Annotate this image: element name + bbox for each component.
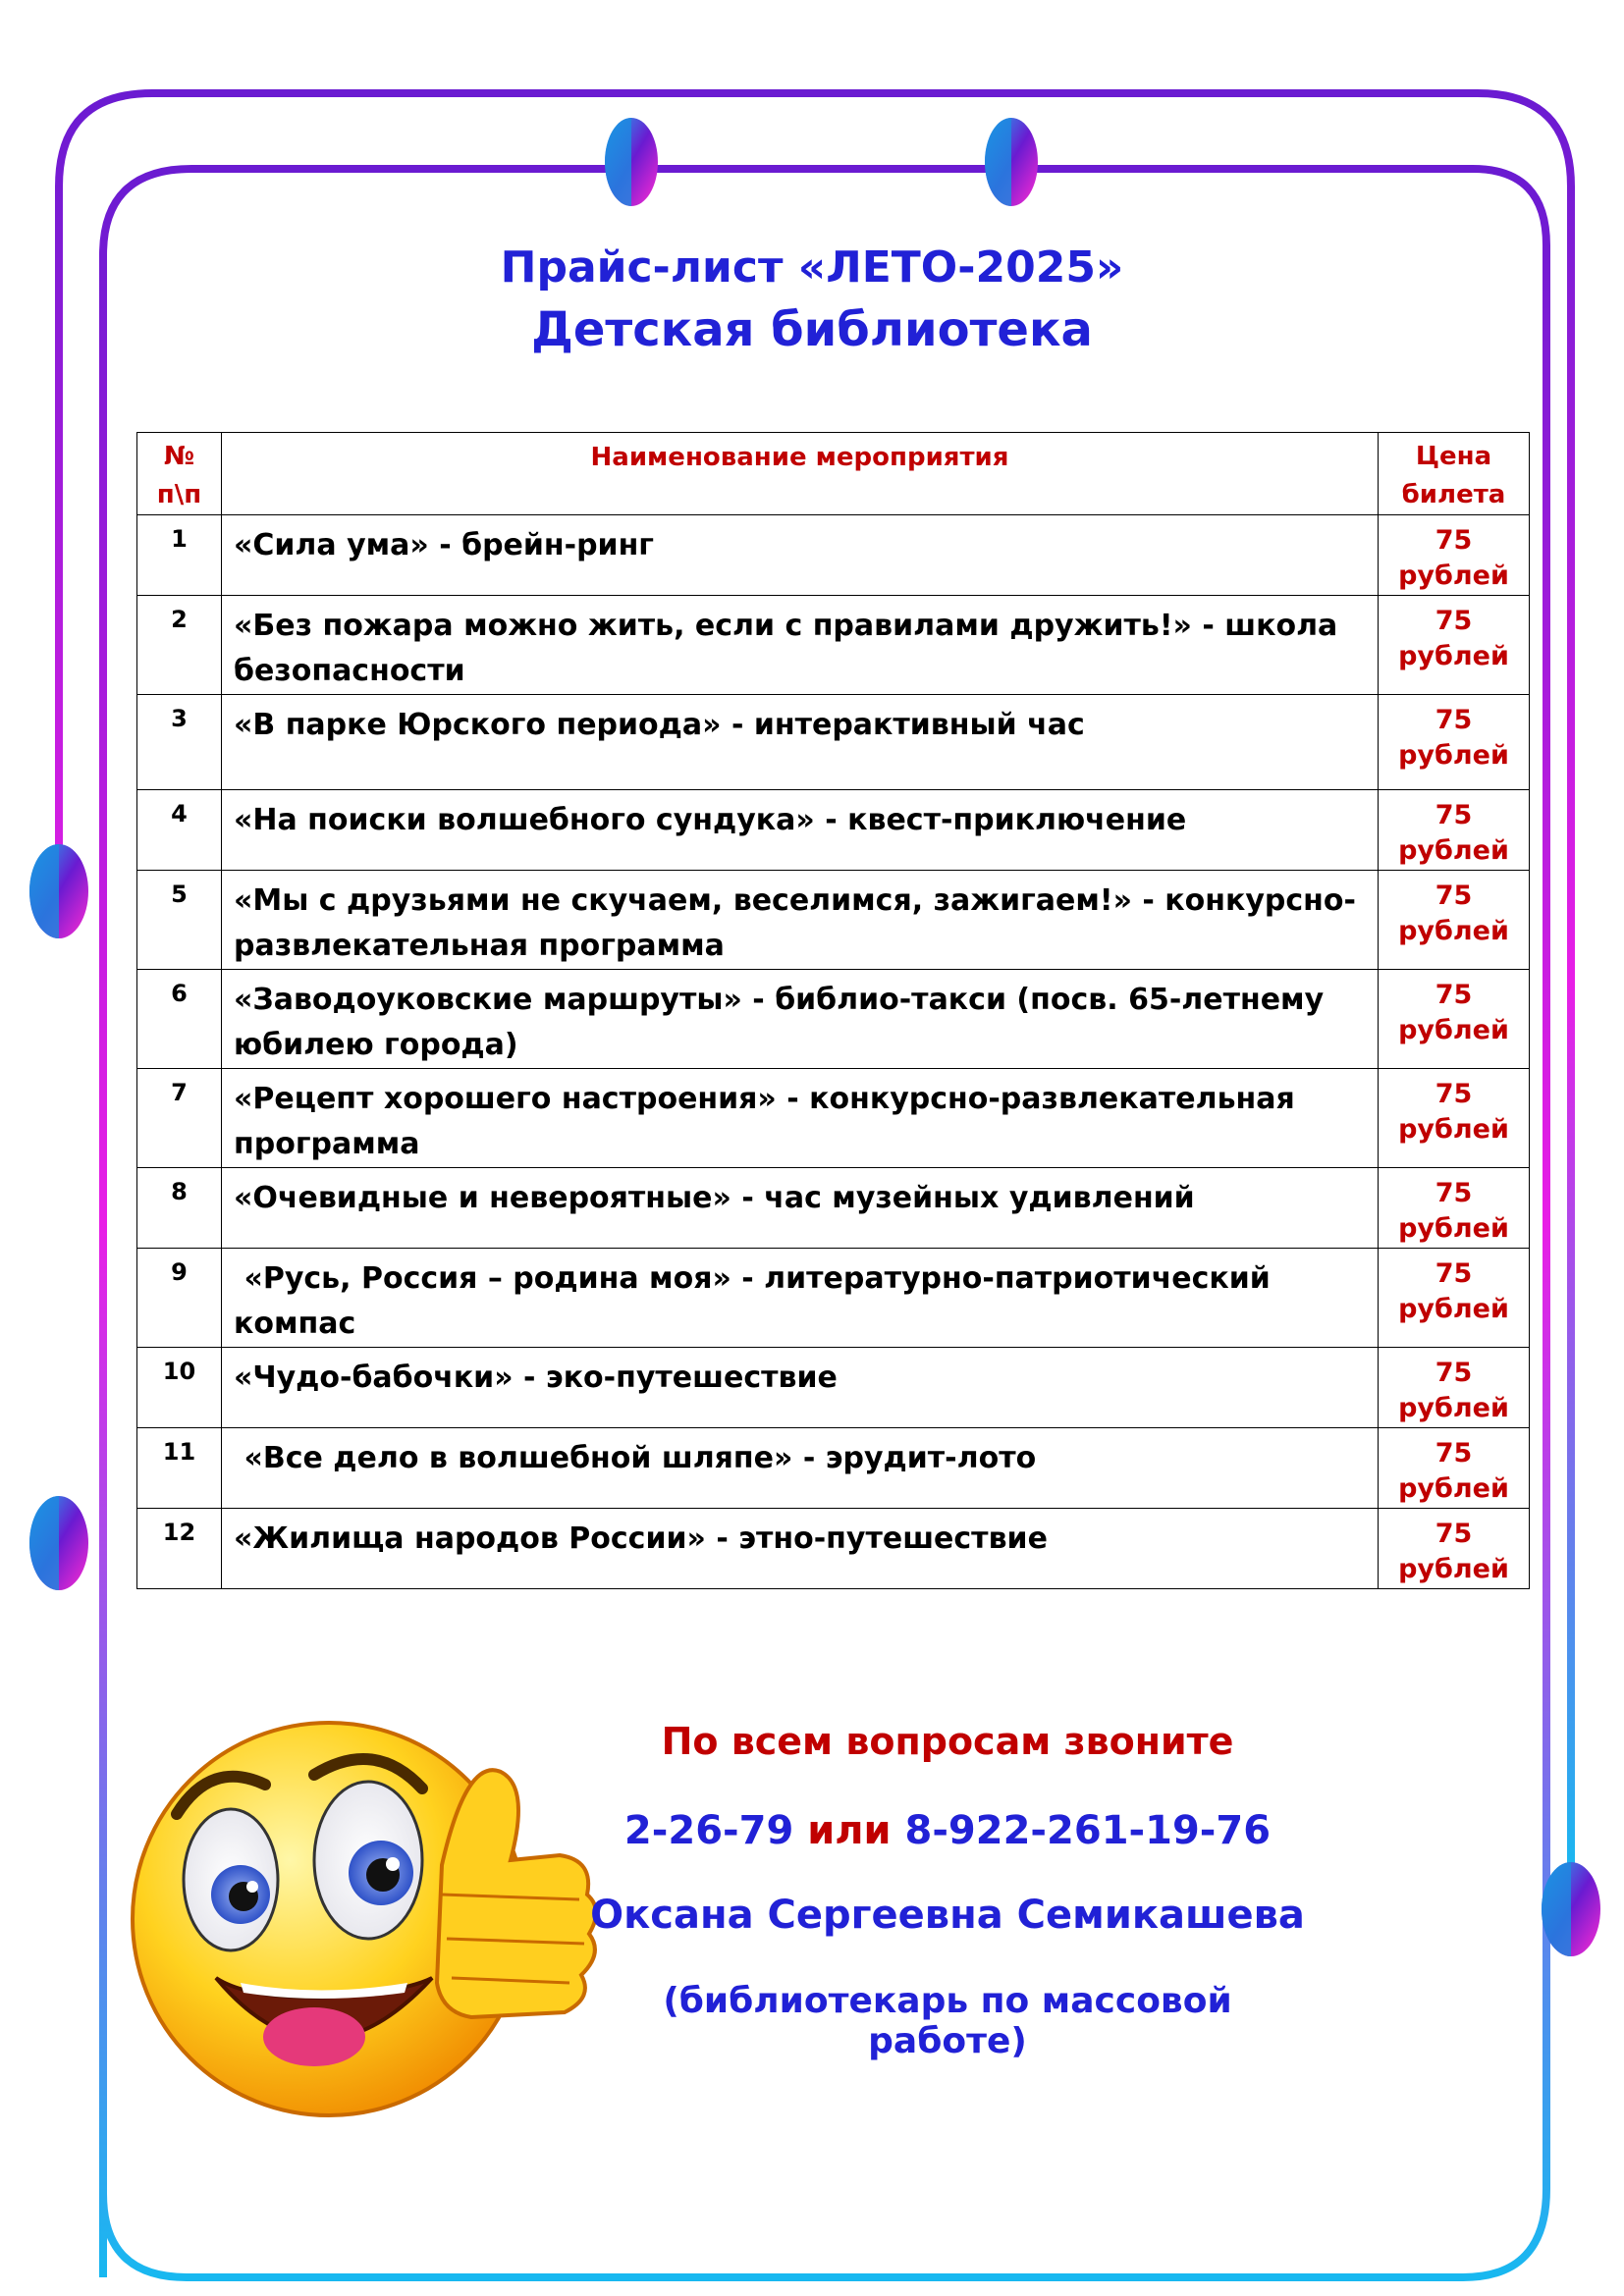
contact-person-name: Оксана Сергеевна Семикашева bbox=[590, 1893, 1305, 1938]
row-price: 75 рублей bbox=[1379, 1069, 1530, 1168]
phone-number-mobile: 8-922-261-19-76 bbox=[904, 1808, 1272, 1853]
table-row bbox=[137, 1168, 1530, 1249]
row-price: 75 рублей bbox=[1379, 695, 1530, 790]
table-row bbox=[137, 1069, 1530, 1168]
table-row bbox=[137, 1348, 1530, 1428]
row-event-name: «Мы с друзьями не скучаем, веселимся, зажигаем!» - конкурсно-развлекательная программа bbox=[222, 871, 1379, 970]
row-event-name: «Заводоуковские маршруты» - библио-такси (посв. 65-летнему юбилею города) bbox=[222, 970, 1379, 1069]
row-event-name: «Чудо-бабочки» - эко-путешествие bbox=[222, 1348, 1379, 1428]
row-price: 75 рублей bbox=[1379, 1348, 1530, 1428]
row-number: 4 bbox=[137, 790, 222, 871]
price-table bbox=[136, 432, 1530, 1589]
table-row bbox=[137, 871, 1530, 970]
row-price: 75 рублей bbox=[1379, 790, 1530, 871]
row-number: 8 bbox=[137, 1168, 222, 1249]
table-row bbox=[137, 970, 1530, 1069]
row-number: 9 bbox=[137, 1249, 222, 1348]
page-title: Прайс-лист «ЛЕТО-2025» bbox=[500, 242, 1124, 293]
row-event-name: «Сила ума» - брейн-ринг bbox=[222, 515, 1379, 596]
row-number: 10 bbox=[137, 1348, 222, 1428]
row-number: 11 bbox=[137, 1428, 222, 1509]
row-number: 5 bbox=[137, 871, 222, 970]
bead-ornament-top-left bbox=[605, 118, 658, 206]
header-event-name: Наименование мероприятия bbox=[222, 433, 1379, 515]
row-price: 75 рублей bbox=[1379, 970, 1530, 1069]
row-number: 1 bbox=[137, 515, 222, 596]
row-number: 3 bbox=[137, 695, 222, 790]
phone-number-landline: 2-26-79 bbox=[623, 1808, 794, 1853]
row-number: 2 bbox=[137, 596, 222, 695]
table-row bbox=[137, 695, 1530, 790]
table-header-row bbox=[137, 433, 1530, 515]
row-event-name: «Очевидные и невероятные» - час музейных удивлений bbox=[222, 1168, 1379, 1249]
row-event-name: «Без пожара можно жить, если с правилами дружить!» - школа безопасности bbox=[222, 596, 1379, 695]
row-price: 75 рублей bbox=[1379, 596, 1530, 695]
row-price: 75 рублей bbox=[1379, 1428, 1530, 1509]
table-row bbox=[137, 790, 1530, 871]
row-price: 75 рублей bbox=[1379, 1509, 1530, 1589]
row-price: 75 рублей bbox=[1379, 1168, 1530, 1249]
row-event-name: «Все дело в волшебной шляпе» - эрудит-лото bbox=[222, 1428, 1379, 1509]
smiley-tongue bbox=[263, 2007, 365, 2066]
row-number: 6 bbox=[137, 970, 222, 1069]
table-row bbox=[137, 1249, 1530, 1348]
row-event-name: «На поиски волшебного сундука» - квест-приключение bbox=[222, 790, 1379, 871]
bead-ornament-right bbox=[1542, 1862, 1600, 1956]
bead-ornament-left-2 bbox=[29, 1496, 88, 1590]
row-event-name: «Русь, Россия – родина моя» - литературно-патриотический компас bbox=[222, 1249, 1379, 1348]
header-ticket-price: Цена билета bbox=[1379, 433, 1530, 515]
row-price: 75 рублей bbox=[1379, 515, 1530, 596]
phone-separator: или bbox=[793, 1808, 905, 1853]
bead-ornament-left-1 bbox=[29, 844, 88, 938]
row-number: 12 bbox=[137, 1509, 222, 1589]
page-subtitle: Детская библиотека bbox=[531, 302, 1093, 357]
row-event-name: «В парке Юрского периода» - интерактивный час bbox=[222, 695, 1379, 790]
thumbs-up-smiley-image bbox=[118, 1698, 628, 2120]
contact-call-text: По всем вопросам звоните bbox=[661, 1720, 1234, 1763]
row-price: 75 рублей bbox=[1379, 871, 1530, 970]
contact-phones bbox=[579, 1808, 1316, 1853]
table-row bbox=[137, 596, 1530, 695]
row-price: 75 рублей bbox=[1379, 1249, 1530, 1348]
table-row bbox=[137, 515, 1530, 596]
row-number: 7 bbox=[137, 1069, 222, 1168]
table-row bbox=[137, 1428, 1530, 1509]
row-event-name: «Рецепт хорошего настроения» - конкурсно-развлекательная программа bbox=[222, 1069, 1379, 1168]
header-number: № п\п bbox=[137, 433, 222, 515]
bead-ornament-top-right bbox=[985, 118, 1038, 206]
row-event-name: «Жилища народов России» - этно-путешествие bbox=[222, 1509, 1379, 1589]
table-row bbox=[137, 1509, 1530, 1589]
contact-person-role: (библиотекарь по массовой работе) bbox=[663, 1981, 1232, 2061]
